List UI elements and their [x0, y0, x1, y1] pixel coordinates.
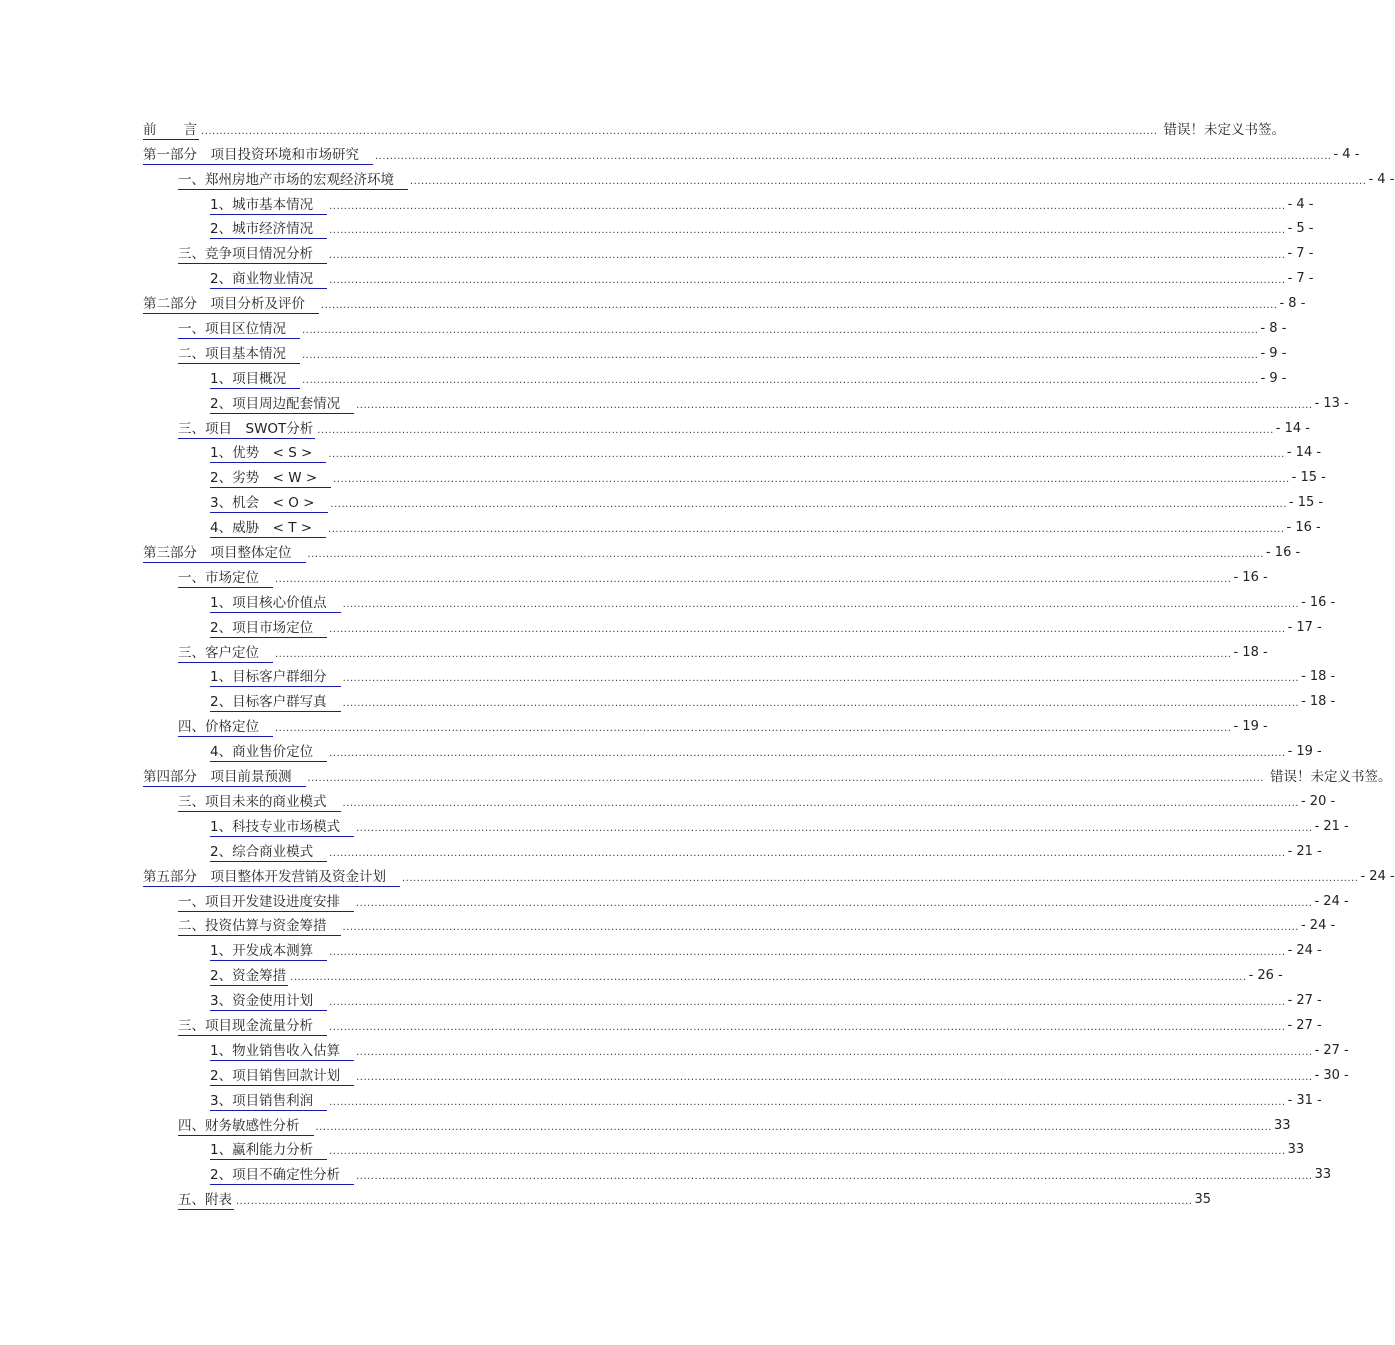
toc-entry-title[interactable]: 三、项目 SWOT分析	[178, 420, 314, 437]
toc-dot-leader: ....................................................................................................................................................................................................................................................................	[315, 1121, 1272, 1133]
toc-entry[interactable]	[143, 339, 1287, 364]
toc-entry-page: 33	[1273, 1117, 1291, 1133]
toc-dot-leader: ....................................................................................................................................................................................................................................................................	[321, 300, 1278, 312]
toc-entry[interactable]	[143, 663, 1336, 688]
toc-entry-page: - 21 -	[1287, 843, 1322, 859]
toc-entry[interactable]	[143, 140, 1360, 165]
toc-entry[interactable]	[143, 787, 1336, 812]
toc-dot-leader: ....................................................................................................................................................................................................................................................................	[356, 1171, 1313, 1183]
toc-entry-page: - 15 -	[1291, 470, 1326, 486]
toc-entry-page: - 18 -	[1301, 669, 1336, 685]
toc-entry-title[interactable]: 2、项目市场定位	[210, 620, 327, 638]
toc-entry-page: - 8 -	[1279, 296, 1306, 312]
toc-entry-title[interactable]: 第三部分 项目整体定位	[143, 545, 306, 563]
toc-entry-page: - 7 -	[1287, 271, 1314, 287]
toc-entry-title[interactable]: 三、项目未来的商业模式	[178, 794, 341, 812]
toc-entry-page: - 17 -	[1287, 619, 1322, 635]
toc-dot-leader: ....................................................................................................................................................................................................................................................................	[275, 573, 1232, 585]
toc-entry[interactable]	[143, 1011, 1322, 1036]
toc-entry[interactable]	[143, 1185, 1212, 1210]
toc-entry-page: - 16 -	[1265, 545, 1301, 561]
toc-entry-title[interactable]: 3、项目销售利润	[210, 1093, 327, 1111]
toc-dot-leader: ....................................................................................................................................................................................................................................................................	[302, 349, 1259, 361]
toc-entry-title[interactable]: 四、财务敏感性分析	[178, 1118, 314, 1136]
toc-entry[interactable]	[143, 638, 1268, 663]
toc-entry-page: - 24 -	[1360, 868, 1395, 884]
toc-dot-leader: ....................................................................................................................................................................................................................................................................	[329, 1021, 1286, 1033]
toc-entry[interactable]	[143, 762, 1392, 787]
toc-entry-title[interactable]: 一、项目开发建设进度安排	[178, 894, 354, 912]
toc-entry-title[interactable]: 三、客户定位	[178, 645, 273, 663]
toc-entry[interactable]	[143, 862, 1395, 887]
toc-entry-page: - 9 -	[1260, 345, 1287, 361]
toc-entry-title[interactable]: 二、投资估算与资金筹措	[178, 918, 341, 936]
toc-dot-leader: ....................................................................................................................................................................................................................................................................	[329, 1146, 1286, 1158]
toc-entry-page: - 26 -	[1248, 968, 1283, 984]
toc-dot-leader: ....................................................................................................................................................................................................................................................................	[356, 399, 1313, 411]
toc-entry-page: - 8 -	[1260, 321, 1287, 337]
toc-entry-page: - 9 -	[1260, 370, 1287, 386]
toc-entry-title[interactable]: 五、附表	[178, 1192, 232, 1209]
toc-entry[interactable]	[143, 289, 1306, 314]
toc-dot-leader: ....................................................................................................................................................................................................................................................................	[275, 648, 1232, 660]
toc-entry-title[interactable]: 3、机会 < O >	[210, 495, 328, 513]
toc-entry-title[interactable]: 2、综合商业模式	[210, 844, 327, 862]
toc-entry-page: - 5 -	[1287, 221, 1314, 237]
toc-entry[interactable]	[143, 961, 1283, 986]
toc-entry-title[interactable]: 一、项目区位情况	[178, 321, 300, 339]
toc-entry-title[interactable]: 1、项目概况	[210, 371, 300, 389]
toc-entry[interactable]	[143, 389, 1349, 414]
toc-entry[interactable]	[143, 687, 1336, 712]
toc-entry[interactable]	[143, 737, 1322, 762]
toc-entry-page: - 7 -	[1287, 246, 1314, 262]
toc-entry[interactable]	[143, 1136, 1305, 1161]
toc-entry-page: - 24 -	[1300, 918, 1336, 934]
toc-entry-title[interactable]: 3、资金使用计划	[210, 993, 327, 1011]
toc-entry-title[interactable]: 4、商业售价定位	[210, 744, 327, 762]
toc-entry[interactable]	[143, 936, 1322, 961]
toc-entry[interactable]	[143, 1061, 1349, 1086]
toc-entry-title[interactable]: 第五部分 项目整体开发营销及资金计划	[143, 869, 400, 887]
toc-dot-leader: ....................................................................................................................................................................................................................................................................	[356, 822, 1313, 834]
toc-dot-leader: ....................................................................................................................................................................................................................................................................	[402, 872, 1359, 884]
toc-dot-leader: ....................................................................................................................................................................................................................................................................	[342, 673, 1300, 685]
toc-entry-page: 35	[1194, 1192, 1212, 1208]
toc-entry[interactable]	[143, 712, 1268, 737]
toc-dot-leader: ....................................................................................................................................................................................................................................................................	[330, 499, 1287, 511]
toc-dot-leader: ....................................................................................................................................................................................................................................................................	[329, 1096, 1286, 1108]
toc-dot-leader: ....................................................................................................................................................................................................................................................................	[329, 275, 1286, 287]
toc-entry-title[interactable]: 1、优势 < S >	[210, 445, 326, 463]
toc-entry-title[interactable]: 第二部分 项目分析及评价	[143, 296, 319, 314]
toc-entry-page: - 21 -	[1314, 818, 1349, 834]
toc-entry-title[interactable]: 2、目标客户群写真	[210, 694, 341, 712]
toc-dot-leader: ....................................................................................................................................................................................................................................................................	[342, 698, 1300, 710]
toc-entry-title[interactable]: 2、劣势 < W >	[210, 470, 331, 488]
toc-entry[interactable]	[143, 439, 1322, 464]
toc-entry[interactable]	[143, 215, 1314, 240]
toc-entry[interactable]	[143, 837, 1322, 862]
toc-entry-title[interactable]: 2、商业物业情况	[210, 271, 327, 289]
toc-dot-leader: ....................................................................................................................................................................................................................................................................	[356, 1071, 1313, 1083]
toc-entry[interactable]	[143, 1086, 1322, 1111]
toc-entry-page: - 30 -	[1314, 1067, 1349, 1083]
toc-dot-leader: ....................................................................................................................................................................................................................................................................	[307, 773, 1264, 785]
toc-dot-leader: ....................................................................................................................................................................................................................................................................	[328, 524, 1285, 536]
toc-entry[interactable]	[143, 314, 1287, 339]
toc-dot-leader: ....................................................................................................................................................................................................................................................................	[356, 1046, 1313, 1058]
toc-entry[interactable]	[143, 190, 1314, 215]
toc-entry-title[interactable]: 1、赢利能力分析	[210, 1142, 327, 1160]
toc-entry[interactable]	[143, 414, 1310, 439]
toc-entry[interactable]	[143, 165, 1395, 190]
toc-entry-page: 错误！未定义书签。	[1163, 121, 1285, 138]
toc-entry-page: - 14 -	[1286, 445, 1322, 461]
toc-entry-page: - 16 -	[1286, 520, 1321, 536]
toc-entry[interactable]	[143, 239, 1314, 264]
toc-entry-title[interactable]: 1、开发成本测算	[210, 943, 327, 961]
toc-entry[interactable]	[143, 1111, 1291, 1136]
toc-entry-title[interactable]: 一、市场定位	[178, 570, 273, 588]
toc-dot-leader: ....................................................................................................................................................................................................................................................................	[317, 424, 1274, 436]
toc-entry[interactable]	[143, 538, 1301, 563]
toc-entry[interactable]	[143, 588, 1336, 613]
toc-entry[interactable]	[143, 513, 1321, 538]
toc-entry-page: 错误！未定义书签。	[1269, 769, 1392, 786]
toc-entry-title[interactable]: 四、价格定位	[178, 719, 273, 737]
toc-dot-leader: ....................................................................................................................................................................................................................................................................	[342, 922, 1299, 934]
toc-entry[interactable]	[143, 463, 1326, 488]
toc-entry-title[interactable]: 一、郑州房地产市场的宏观经济环境	[178, 172, 408, 190]
toc-entry[interactable]	[143, 364, 1287, 389]
toc-entry-title[interactable]: 2、项目周边配套情况	[210, 396, 354, 414]
toc-entry-title[interactable]: 二、项目基本情况	[178, 346, 300, 364]
toc-dot-leader: ....................................................................................................................................................................................................................................................................	[290, 972, 1247, 984]
toc-entry-page: - 24 -	[1287, 943, 1322, 959]
toc-dot-leader: ....................................................................................................................................................................................................................................................................	[329, 947, 1286, 959]
toc-entry[interactable]	[143, 1036, 1349, 1061]
toc-entry-page: - 13 -	[1314, 395, 1349, 411]
toc-dot-leader: ....................................................................................................................................................................................................................................................................	[236, 1196, 1193, 1208]
toc-entry-page: - 19 -	[1233, 719, 1268, 735]
toc-entry-title[interactable]: 第一部分 项目投资环境和市场研究	[143, 147, 373, 165]
toc-entry-page: - 19 -	[1287, 744, 1322, 760]
toc-entry-page: - 31 -	[1287, 1092, 1322, 1108]
toc-entry[interactable]	[143, 563, 1268, 588]
toc-entry-title[interactable]: 2、项目销售回款计划	[210, 1068, 354, 1086]
toc-entry-page: - 16 -	[1233, 569, 1268, 585]
toc-entry-page: - 27 -	[1287, 1017, 1322, 1033]
toc-entry[interactable]	[143, 812, 1349, 837]
toc-dot-leader: ....................................................................................................................................................................................................................................................................	[329, 748, 1286, 760]
toc-entry-page: - 4 -	[1333, 146, 1360, 162]
toc-entry-title[interactable]: 三、竞争项目情况分析	[178, 246, 327, 264]
toc-dot-leader: ....................................................................................................................................................................................................................................................................	[201, 125, 1158, 137]
toc-entry-page: - 27 -	[1314, 1042, 1349, 1058]
toc-dot-leader: ....................................................................................................................................................................................................................................................................	[375, 150, 1332, 162]
toc-dot-leader: ....................................................................................................................................................................................................................................................................	[329, 623, 1286, 635]
toc-entry-page: 33	[1314, 1167, 1332, 1183]
toc-entry-title[interactable]: 1、目标客户群细分	[210, 669, 341, 687]
table-of-contents	[143, 115, 1395, 1210]
toc-dot-leader: ....................................................................................................................................................................................................................................................................	[356, 897, 1313, 909]
toc-entry-title[interactable]: 前 言	[143, 121, 197, 138]
toc-dot-leader: ....................................................................................................................................................................................................................................................................	[329, 225, 1286, 237]
toc-entry-page: - 24 -	[1314, 893, 1349, 909]
toc-entry-title[interactable]: 1、科技专业市场模式	[210, 819, 354, 837]
toc-dot-leader: ....................................................................................................................................................................................................................................................................	[302, 374, 1259, 386]
toc-entry-page: - 14 -	[1275, 420, 1310, 436]
toc-entry[interactable]	[143, 986, 1322, 1011]
toc-dot-leader: ....................................................................................................................................................................................................................................................................	[275, 723, 1232, 735]
toc-entry[interactable]	[143, 1160, 1332, 1185]
toc-entry-page: - 27 -	[1287, 993, 1322, 1009]
toc-entry-page: - 4 -	[1287, 196, 1314, 212]
toc-entry-title[interactable]: 4、威胁 < T >	[210, 520, 326, 538]
toc-entry-title[interactable]: 三、项目现金流量分析	[178, 1018, 327, 1036]
toc-entry-page: - 15 -	[1288, 495, 1324, 511]
toc-dot-leader: ....................................................................................................................................................................................................................................................................	[329, 250, 1286, 262]
toc-entry-page: 33	[1287, 1142, 1305, 1158]
toc-entry-title[interactable]: 2、城市经济情况	[210, 221, 327, 239]
toc-entry-page: - 18 -	[1301, 694, 1336, 710]
toc-entry-title[interactable]: 2、项目不确定性分析	[210, 1167, 354, 1185]
toc-dot-leader: ....................................................................................................................................................................................................................................................................	[329, 997, 1286, 1009]
toc-entry[interactable]	[143, 613, 1322, 638]
toc-dot-leader: ....................................................................................................................................................................................................................................................................	[333, 474, 1290, 486]
toc-dot-leader: ....................................................................................................................................................................................................................................................................	[342, 598, 1300, 610]
toc-dot-leader: ....................................................................................................................................................................................................................................................................	[328, 449, 1285, 461]
toc-dot-leader: ....................................................................................................................................................................................................................................................................	[302, 325, 1259, 337]
toc-entry-title[interactable]: 1、城市基本情况	[210, 197, 327, 215]
toc-dot-leader: ....................................................................................................................................................................................................................................................................	[329, 847, 1286, 859]
toc-entry-title[interactable]: 1、项目核心价值点	[210, 595, 341, 613]
toc-entry-page: - 18 -	[1233, 644, 1268, 660]
toc-entry-title[interactable]: 2、资金筹措	[210, 968, 287, 985]
toc-dot-leader: ....................................................................................................................................................................................................................................................................	[307, 549, 1264, 561]
toc-entry[interactable]	[143, 488, 1324, 513]
toc-entry-title[interactable]: 第四部分 项目前景预测	[143, 769, 306, 787]
toc-dot-leader: ....................................................................................................................................................................................................................................................................	[342, 797, 1299, 809]
toc-entry-page: - 20 -	[1300, 793, 1336, 809]
toc-dot-leader: ....................................................................................................................................................................................................................................................................	[329, 200, 1286, 212]
toc-dot-leader: ....................................................................................................................................................................................................................................................................	[410, 175, 1367, 187]
toc-entry[interactable]	[143, 887, 1349, 912]
toc-entry[interactable]	[143, 115, 1285, 140]
toc-entry-title[interactable]: 1、物业销售收入估算	[210, 1043, 354, 1061]
toc-entry[interactable]	[143, 912, 1336, 937]
toc-entry-page: - 16 -	[1301, 594, 1336, 610]
toc-entry[interactable]	[143, 264, 1314, 289]
toc-entry-page: - 4 -	[1368, 171, 1395, 187]
